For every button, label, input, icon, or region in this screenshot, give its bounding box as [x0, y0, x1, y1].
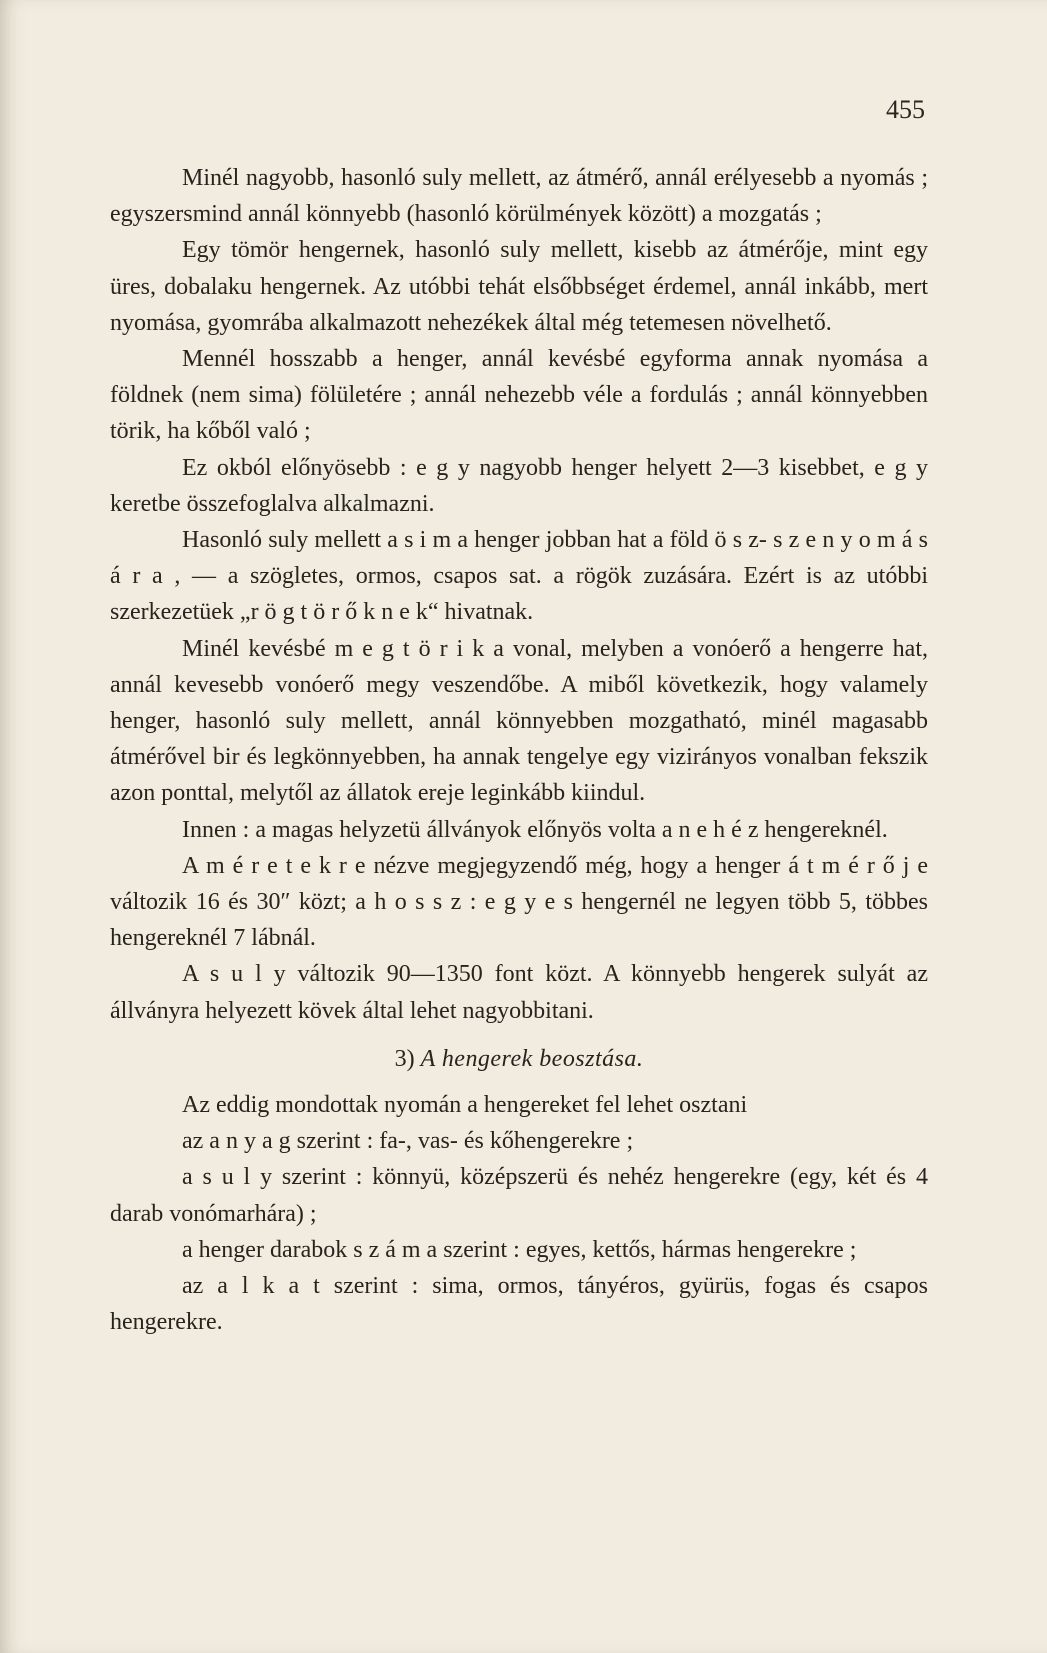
paragraph: Az eddig mondottak nyomán a hengereket fel lehet osztani — [182, 1092, 748, 1119]
section-heading — [110, 1041, 928, 1077]
paragraph: Mennél hosszabb a henger, annál kevésbé egyforma annak nyomása a földnek (nem sima) fölületére ; annál nehezebb véle a fordulás ; annál könnyebben törik, ha kőből való ; — [110, 346, 928, 445]
list-item: az a n y a g szerint : fa-, vas- és kőhengerekre ; — [182, 1128, 634, 1155]
paragraph: Hasonló suly mellett a s i m a henger jobban hat a föld ö s z- s z e n y o m á s á r a , — a szögletes, ormos, csapos sat. a rögök zuzására. Ezért is az utóbbi szerkezetüek „r ö g t ö r ő k n e k“ hivatnak. — [110, 527, 928, 626]
paragraph: Minél nagyobb, hasonló suly mellett, az átmérő, annál erélyesebb a nyomás ; egyszersmind annál könnyebb (hasonló körülmények között) a mozgatás ; — [110, 165, 928, 228]
paragraph: Minél kevésbé m e g t ö r i k a vonal, melyben a vonóerő a hengerre hat, annál kevesebb vonóerő megy veszendőbe. A miből következik, hogy valamely henger, hasonló suly mellett, annál könnyebben mozgatható, minél magasabb átmérővel bir és legkönnyebben, ha annak tengelye egy vizirányos vonalban fekszik azon ponttal, melytől az állatok ereje leginkább kiindul. — [110, 635, 928, 807]
section-title: A hengerek beosztása. — [420, 1045, 644, 1072]
list-item: a henger darabok s z á m a szerint : egyes, kettős, hármas hengerekre ; — [182, 1236, 857, 1263]
section-number: 3) — [394, 1045, 415, 1072]
list-item: az a l k a t szerint : sima, ormos, tányéros, gyürüs, fogas és csapos hengerekre. — [110, 1273, 928, 1336]
list-item: a s u l y szerint : könnyü, középszerü és nehéz hengerekre (egy, két és 4 darab vonómarhára) ; — [110, 1164, 928, 1227]
paragraph: Ez okból előnyösebb : e g y nagyobb henger helyett 2—3 kisebbet, e g y keretbe összefoglalva alkalmazni. — [110, 454, 928, 517]
body-text — [110, 160, 928, 1341]
paragraph: Innen : a magas helyzetü állványok előnyös volta a n e h é z hengereknél. — [182, 816, 888, 843]
page-number: 455 — [886, 95, 925, 124]
paragraph: Egy tömör hengernek, hasonló suly mellett, kisebb az átmérője, mint egy üres, dobalaku hengernek. Az utóbbi tehát elsőbbséget érdemel, annál inkább, mert nyomása, gyomrába alkalmazott nehezékek által még tetemesen növelhető. — [110, 237, 928, 336]
paragraph: A m é r e t e k r e nézve megjegyzendő még, hogy a henger á t m é r ő j e változik 16 és 30″ közt; a h o s s z : e g y e s hengernél ne legyen több 5, többes hengereknél 7 lábnál. — [110, 852, 928, 952]
paragraph: A s u l y változik 90—1350 font közt. A könnyebb hengerek sulyát az állványra helyezett kövek által lehet nagyobbitani. — [110, 961, 928, 1024]
